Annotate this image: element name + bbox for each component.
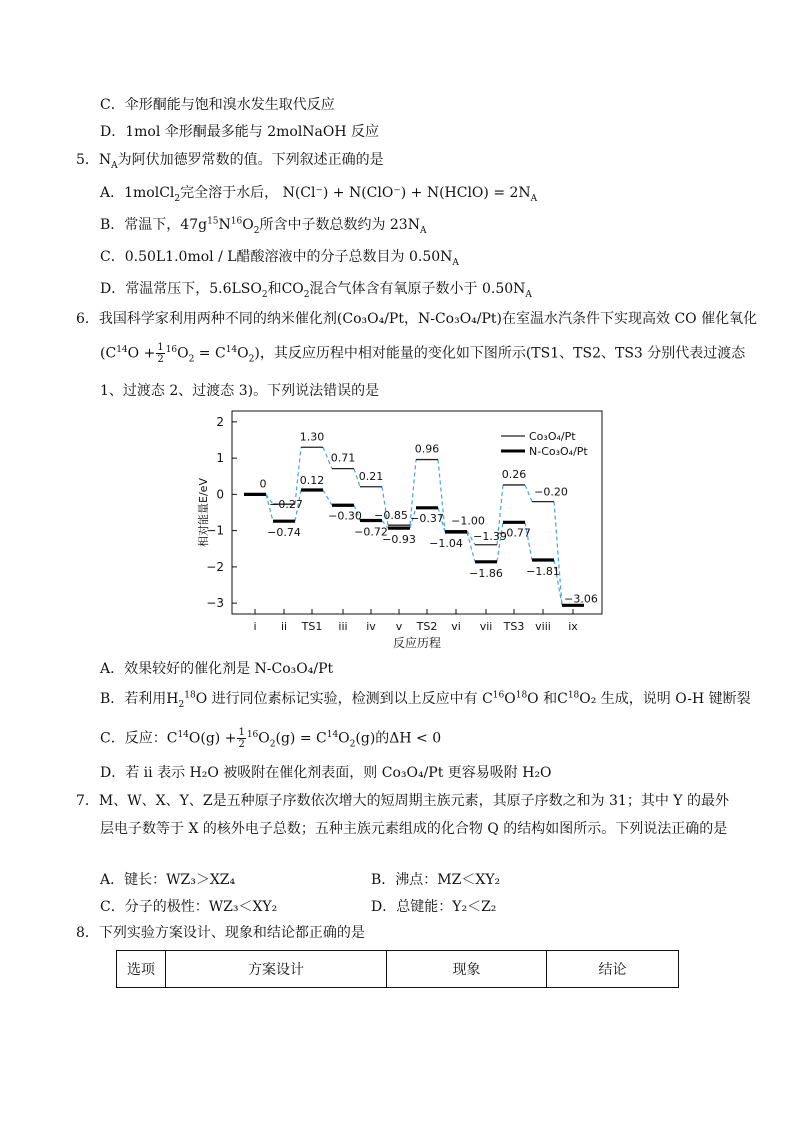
legend-label-n-co3o4-pt: N-Co₃O₄/Pt bbox=[529, 445, 588, 458]
q8-stem: 8．下列实验方案设计、现象和结论都正确的是 bbox=[76, 925, 365, 941]
q8-table bbox=[116, 950, 679, 988]
y-tick-label: −2 bbox=[206, 559, 224, 574]
value-label-n-co3o4-pt: −0.93 bbox=[382, 533, 416, 547]
connector-segment bbox=[554, 502, 562, 606]
q6-option-d: D．若 ii 表示 H₂O 被吸附在催化剂表面，则 Co₃O₄/Pt 更容易吸附 H₂O bbox=[100, 765, 552, 781]
value-label-n-co3o4-pt: −0.77 bbox=[497, 526, 531, 540]
value-label-co3o4-pt: 1.30 bbox=[299, 430, 325, 444]
connector-segment bbox=[323, 490, 332, 505]
value-label-n-co3o4-pt: −0.74 bbox=[267, 526, 301, 540]
legend bbox=[501, 430, 588, 458]
y-tick-label: −3 bbox=[206, 596, 224, 611]
q5-option-a: A．1molCl$_2$完全溶于水后， N(Cl⁻) + N(ClO⁻) + N(HClO) = $2N_A$ bbox=[100, 185, 538, 204]
q7-option-b: B．沸点：MZ＜XY₂ bbox=[371, 872, 501, 888]
y-tick-label: 2 bbox=[216, 414, 224, 429]
x-tick-label: vi bbox=[451, 620, 461, 633]
q4-option-d: D．1mol 伞形酮最多能与 2molNaOH 反应 bbox=[100, 124, 380, 140]
value-label-n-co3o4-pt: −0.37 bbox=[410, 511, 444, 525]
q5-stem: 5．$N_A$为阿伏加德罗常数的值。下列叙述正确的是 bbox=[76, 152, 384, 171]
x-axis-label: 反应历程 bbox=[392, 636, 442, 650]
q7-option-d: D．总键能：Y₂＜Z₂ bbox=[371, 899, 497, 915]
x-tick-label: vii bbox=[479, 620, 493, 633]
q6-option-a: A．效果较好的催化剂是 N-Co₃O₄/Pt bbox=[100, 661, 334, 677]
x-tick-label: TS2 bbox=[416, 620, 438, 633]
value-label-co3o4-pt: −3.06 bbox=[564, 592, 598, 606]
value-label-co3o4-pt: −0.27 bbox=[269, 498, 303, 512]
value-label-n-co3o4-pt: 0.12 bbox=[299, 474, 325, 488]
value-label-n-co3o4-pt: −0.30 bbox=[328, 509, 362, 523]
x-tick-label: viii bbox=[535, 620, 551, 633]
x-tick-label: ix bbox=[568, 620, 578, 633]
q5-option-d: D．常温常压下，$5.6LSO_2$和$CO_2$混合气体含有氧原子数小于 $0.50N_A$ bbox=[100, 281, 532, 300]
legend-label-co3o4-pt: Co₃O₄/Pt bbox=[529, 430, 576, 443]
q6-option-c: C．反应：$C^{14}O(g)$ + $\frac{1}{2}$ $^{16}O_2(g) = C^{14}O_2(g)$的ΔH < 0 bbox=[100, 727, 442, 750]
x-tick-label: ii bbox=[280, 620, 288, 633]
value-label-n-co3o4-pt: −1.86 bbox=[469, 566, 503, 580]
q6-stem-line3: 1、过渡态 2、过渡态 3)。下列说法错误的是 bbox=[100, 383, 380, 399]
connector-segment bbox=[525, 485, 532, 502]
value-label-co3o4-pt: −1.39 bbox=[473, 529, 507, 543]
value-label-co3o4-pt: 0.21 bbox=[358, 469, 384, 483]
value-label-co3o4-pt: 0.96 bbox=[414, 442, 440, 456]
x-tick-label: i bbox=[253, 620, 257, 633]
y-tick-label: 1 bbox=[216, 451, 224, 466]
y-tick-label: 0 bbox=[216, 487, 224, 502]
q6-option-b: B．若利用$H_2^{18}O$ 进行同位素标记实验，检测到以上反应中有 $C^{16}O^{18}O$ 和$C^{18}O_2$ 生成，说明 O-H 键断裂 bbox=[100, 690, 751, 710]
header-plan: 方案设计 bbox=[166, 951, 387, 988]
energy-profile-chart bbox=[195, 405, 615, 650]
q7-option-c: C．分子的极性：WZ₃＜XY₂ bbox=[100, 899, 278, 915]
q7-stem-line1: 7．M、W、X、Y、Z是五种原子序数依次增大的短周期主族元素，其原子序数之和为 31；其中 Y 的最外 bbox=[76, 793, 729, 809]
value-label-co3o4-pt: 0.71 bbox=[330, 451, 356, 465]
table-header-row bbox=[117, 951, 679, 988]
x-tick-label: iv bbox=[366, 620, 376, 633]
value-label-co3o4-pt: −0.85 bbox=[374, 509, 408, 523]
q6-stem-line2: ($C^{14}O$ + $\frac{1}{2}$ $^{16}O_2 = C^{14}O_2$)，其反应历程中相对能量的变化如下图所示(TS1、TS2、TS3 分别代表过渡态 bbox=[100, 342, 746, 365]
header-conclusion: 结论 bbox=[547, 951, 679, 988]
q7-stem-line2: 层电子数等于 X 的核外电子总数；五种主族元素组成的化合物 Q 的结构如图所示。下列说法正确的是 bbox=[100, 821, 728, 837]
q7-option-a: A．键长：WZ₃＞XZ₄ bbox=[100, 872, 236, 888]
value-label-n-co3o4-pt: −1.81 bbox=[526, 564, 560, 578]
x-tick-label: iii bbox=[338, 620, 348, 633]
value-label-n-co3o4-pt: −1.04 bbox=[429, 537, 463, 551]
x-tick-label: v bbox=[395, 620, 403, 633]
q6-stem-line1: 6．我国科学家利用两种不同的纳米催化剂(Co₃O₄/Pt，N-Co₃O₄/Pt)在室温水汽条件下实现高效 CO 催化氧化 bbox=[76, 311, 758, 327]
value-label-co3o4-pt: −1.00 bbox=[451, 514, 485, 528]
x-tick-label: TS1 bbox=[301, 620, 323, 633]
value-label-co3o4-pt: 0.26 bbox=[501, 467, 527, 481]
y-tick-label: −1 bbox=[206, 523, 224, 538]
value-label-co3o4-pt: −0.20 bbox=[534, 485, 568, 499]
value-label-co3o4-pt: 0 bbox=[259, 477, 267, 491]
value-label-n-co3o4-pt: −0.72 bbox=[354, 525, 388, 539]
x-axis-ticks bbox=[253, 609, 578, 633]
q5-option-c: C．0.50L1.0mol / L醋酸溶液中的分子总数目为 $0.50N_A$ bbox=[100, 249, 459, 268]
x-tick-label: TS3 bbox=[503, 620, 525, 633]
q4-option-c: C．伞形酮能与饱和溴水发生取代反应 bbox=[100, 97, 335, 113]
header-phenomenon: 现象 bbox=[387, 951, 547, 988]
header-option: 选项 bbox=[117, 951, 166, 988]
y-axis-label: 相对能量E/eV bbox=[197, 478, 210, 547]
q5-option-b: B．常温下，$47g^{15}N^{16}O_2$所含中子数总数约为 $23N_A$ bbox=[100, 216, 427, 236]
